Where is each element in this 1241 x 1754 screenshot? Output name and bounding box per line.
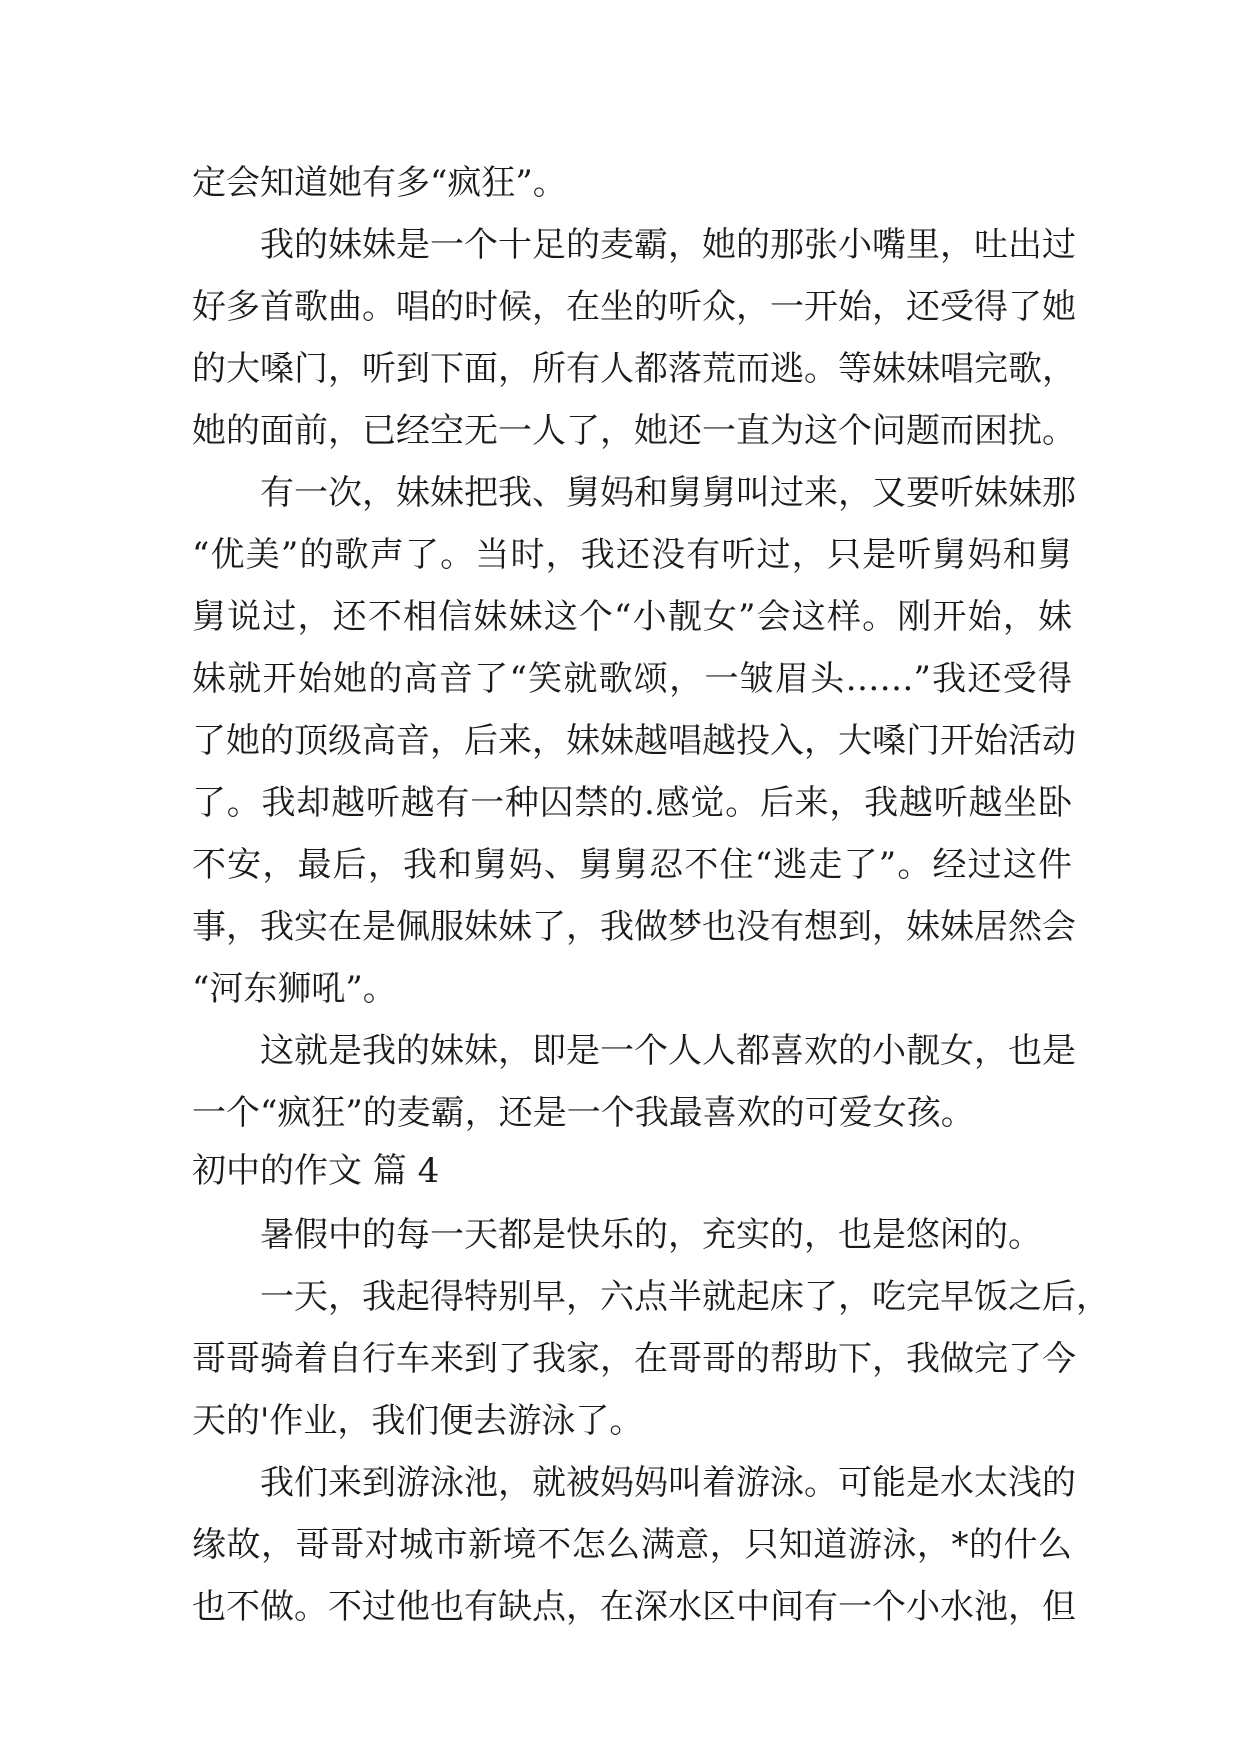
text-line: 一个“疯狂”的麦霸，还是一个我最喜欢的可爱女孩。: [192, 1093, 975, 1133]
text-line: “优美”的歌声了。当时，我还没有听过，只是听舅妈和舅: [192, 535, 1072, 575]
text-line: 也不做。不过他也有缺点，在深水区中间有一个小水池，但: [192, 1587, 1076, 1627]
text-line: 好多首歌曲。唱的时候，在坐的听众，一开始，还受得了她: [192, 287, 1076, 327]
section-heading: 初中的作文 篇 4: [192, 1151, 440, 1191]
text-line: 哥哥骑着自行车来到了我家，在哥哥的帮助下，我做完了今: [192, 1339, 1076, 1379]
text-line: 了她的顶级高音，后来，妹妹越唱越投入，大嗓门开始活动: [192, 721, 1076, 761]
text-line: 妹就开始她的高音了“笑就歌颂，一皱眉头……”我还受得: [192, 659, 1072, 699]
text-line: “河东狮吼”。: [192, 969, 397, 1009]
paragraph-first-line: 暑假中的每一天都是快乐的，充实的，也是悠闲的。: [260, 1215, 1042, 1255]
paragraph-first-line: 我们来到游泳池，就被妈妈叫着游泳。可能是水太浅的: [260, 1463, 1076, 1503]
paragraph-first-line: 我的妹妹是一个十足的麦霸，她的那张小嘴里，吐出过: [260, 225, 1076, 265]
text-line: 缘故，哥哥对城市新境不怎么满意，只知道游泳，*的什么: [192, 1525, 1072, 1565]
text-line: 不安，最后，我和舅妈、舅舅忍不住“逃走了”。经过这件: [192, 845, 1072, 885]
text-line: 了。我却越听越有一种囚禁的.感觉。后来，我越听越坐卧: [192, 783, 1072, 823]
paragraph-first-line: 这就是我的妹妹，即是一个人人都喜欢的小靓女，也是: [260, 1031, 1076, 1071]
text-line: 的大嗓门，听到下面，所有人都落荒而逃。等妹妹唱完歌，: [192, 349, 1076, 389]
text-line: 舅说过，还不相信妹妹这个“小靓女”会这样。刚开始，妹: [192, 597, 1072, 637]
text-line: 她的面前，已经空无一人了，她还一直为这个问题而困扰。: [192, 411, 1076, 451]
text-line: 天的'作业，我们便去游泳了。: [192, 1401, 644, 1441]
text-line: 定会知道她有多“疯狂”。: [192, 163, 567, 203]
text-line: 事，我实在是佩服妹妹了，我做梦也没有想到，妹妹居然会: [192, 907, 1076, 947]
paragraph-first-line: 有一次，妹妹把我、舅妈和舅舅叫过来，又要听妹妹那: [260, 473, 1076, 513]
paragraph-first-line: 一天，我起得特别早，六点半就起床了，吃完早饭之后，: [260, 1277, 1110, 1317]
